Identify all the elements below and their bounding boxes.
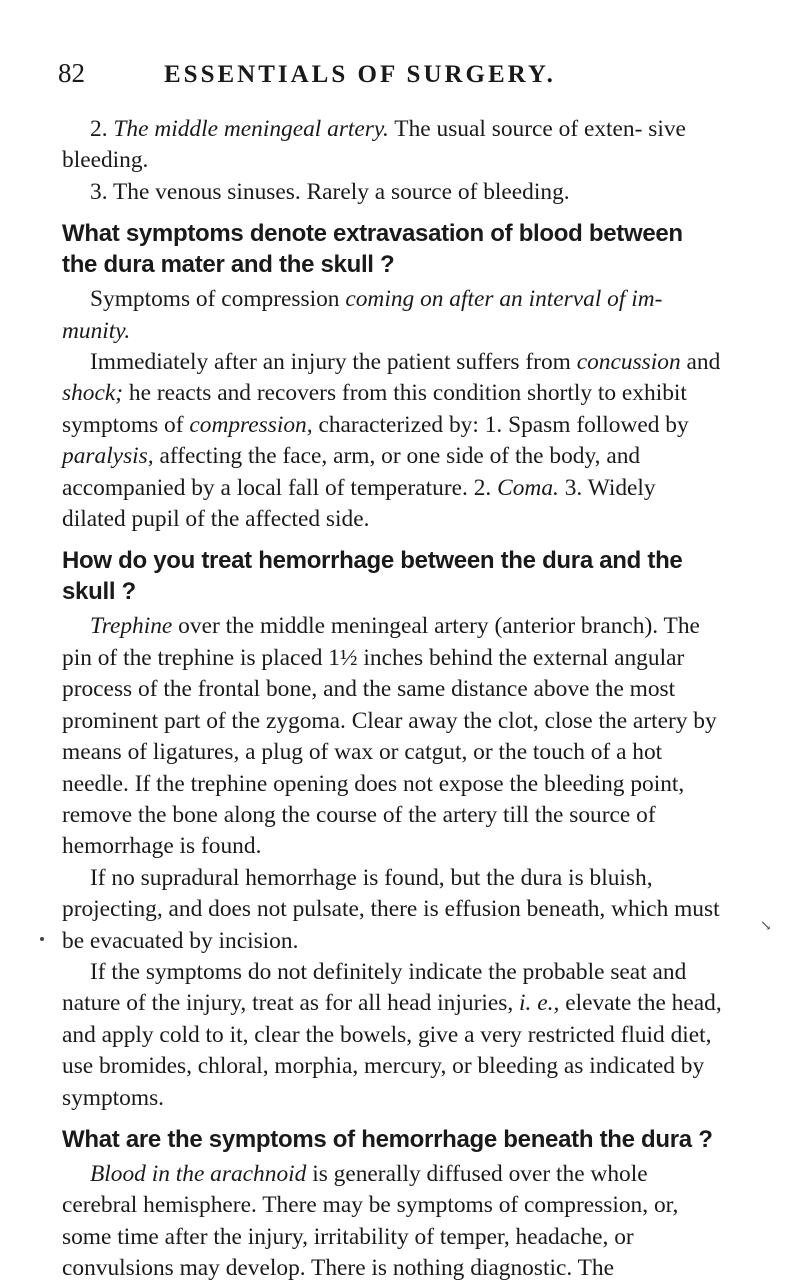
emphasis: Blood in the arachnoid (90, 1160, 307, 1187)
page-text (62, 114, 724, 1285)
item-number: 2. (90, 116, 108, 142)
emphasis: concussion (576, 349, 681, 376)
answer-paragraph (62, 284, 724, 347)
list-item-3: 3. The venous sinuses. Rarely a source of bleeding. (90, 178, 570, 205)
list-item-2 (62, 114, 724, 177)
question-heading: How do you treat hemorrhage between the dura and the skull ? (62, 547, 683, 606)
question-heading: What symptoms denote extravasation of blood between the dura mater and the skull ? (62, 220, 683, 279)
text-span: is generally diffused over the whole cerebral hemisphere. There may be symptoms of compression, or, some time after the injury, irritability of temper, headache, or convulsions may develop. There is nothing diagnostic. The (62, 1160, 679, 1282)
text-span: elevate the head, and apply cold to it, clear the bowels, give a very restricted fluid diet, use bromides, chloral, morphia, mercury, or bleeding as indicated by symptoms. (62, 990, 722, 1111)
emphasis: Trephine (90, 613, 173, 640)
answer-paragraph (62, 347, 724, 535)
margin-dot-mark (40, 937, 44, 941)
text-span: affecting the face, arm, or one side of the body, and accompanied by a local fall of temperature. 2. (62, 443, 641, 501)
text-span: If the symptoms do not definitely indicate the probable seat and nature of the injury, treat as for all head injuries, (62, 958, 687, 1017)
answer-paragraph (62, 611, 724, 862)
emphasis: Coma. (497, 474, 559, 501)
emphasis: coming on after an interval of im- munity. (62, 286, 663, 344)
text-span: 3. Widely dilated pupil of the affected side. (62, 474, 656, 533)
item-term: The middle meningeal artery. (113, 116, 389, 142)
emphasis: paralysis, (62, 443, 154, 470)
answer-paragraph: If no supradural hemorrhage is found, but the dura is bluish, projecting, and does not pulsate, there is effusion beneath, which must be evacuated by incision. (62, 864, 720, 954)
answer-paragraph (62, 1159, 724, 1285)
page-number: 82 (58, 58, 85, 88)
emphasis: compression, (189, 411, 313, 438)
text-span: Symptoms of compression (90, 286, 340, 313)
text-span: and (686, 349, 721, 376)
margin-tick-mark: ↘ (760, 918, 772, 934)
question-heading: What are the symptoms of hemorrhage beneath the dura ? (62, 1125, 713, 1153)
item-text: The usual source of exten- sive bleeding. (62, 116, 686, 174)
emphasis: shock; (62, 380, 124, 407)
text-span: Immediately after an injury the patient suffers from (90, 349, 571, 376)
emphasis: i. e., (519, 990, 560, 1017)
text-span: characterized by: 1. Spasm followed by (318, 411, 689, 438)
answer-paragraph (62, 957, 724, 1114)
running-head (58, 58, 758, 88)
text-span: he reacts and recovers from this condition shortly to exhibit symptoms of (62, 380, 687, 438)
running-title: ESSENTIALS OF SURGERY. (164, 61, 556, 88)
text-span: over the middle meningeal artery (anterior branch). The pin of the trephine is placed 1½ inches behind the external angular process of the frontal bone, and the same distance above the most prominent part of the zygoma. Clear away the clot, close the artery by means of ligatures, a plug of wax or catgut, or the touch of a hot needle. If the trephine opening does not expose the bleeding point, remove the bone along the course of the artery till the source of hemorrhage is found. (62, 613, 717, 860)
